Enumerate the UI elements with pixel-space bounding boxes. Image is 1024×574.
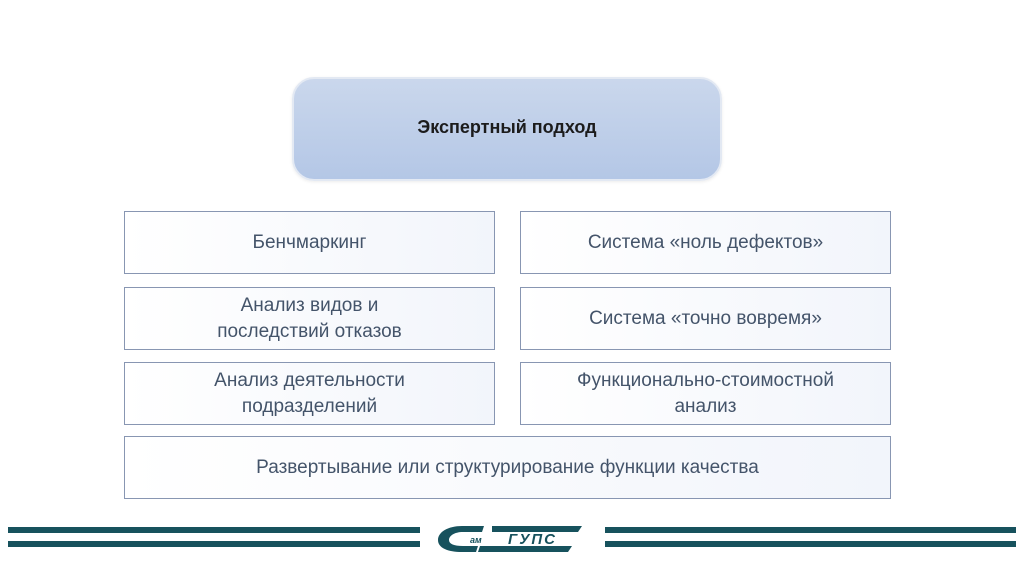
item-line: Анализ видов и — [240, 294, 379, 316]
item-line: Функционально-стоимостной — [577, 369, 834, 391]
item-cost-analysis — [520, 362, 891, 425]
footer-stripe — [605, 527, 1016, 533]
item-line: Система «точно вовремя» — [589, 307, 822, 329]
svg-text:ам: ам — [470, 535, 482, 545]
footer — [0, 520, 1024, 560]
item-zero-defects — [520, 211, 891, 274]
item-just-in-time — [520, 287, 891, 350]
item-fmea — [124, 287, 495, 350]
item-line: Анализ деятельности — [214, 369, 405, 391]
footer-stripe — [8, 541, 420, 547]
svg-text:ГУПС: ГУПС — [508, 531, 557, 548]
footer-stripe — [8, 527, 420, 533]
item-department-analysis — [124, 362, 495, 425]
header-box — [292, 77, 722, 181]
item-line: анализ — [674, 395, 737, 417]
university-logo — [432, 520, 596, 558]
item-line: подразделений — [241, 395, 378, 417]
item-line: Бенчмаркинг — [252, 231, 367, 253]
header-title: Экспертный подход — [417, 116, 597, 137]
item-line: Система «ноль дефектов» — [587, 231, 824, 253]
item-line: Развертывание или структурирование функции качества — [256, 456, 759, 478]
item-qfd — [124, 436, 891, 499]
item-benchmarking — [124, 211, 495, 274]
item-line: последствий отказов — [217, 320, 402, 342]
footer-stripe — [605, 541, 1016, 547]
